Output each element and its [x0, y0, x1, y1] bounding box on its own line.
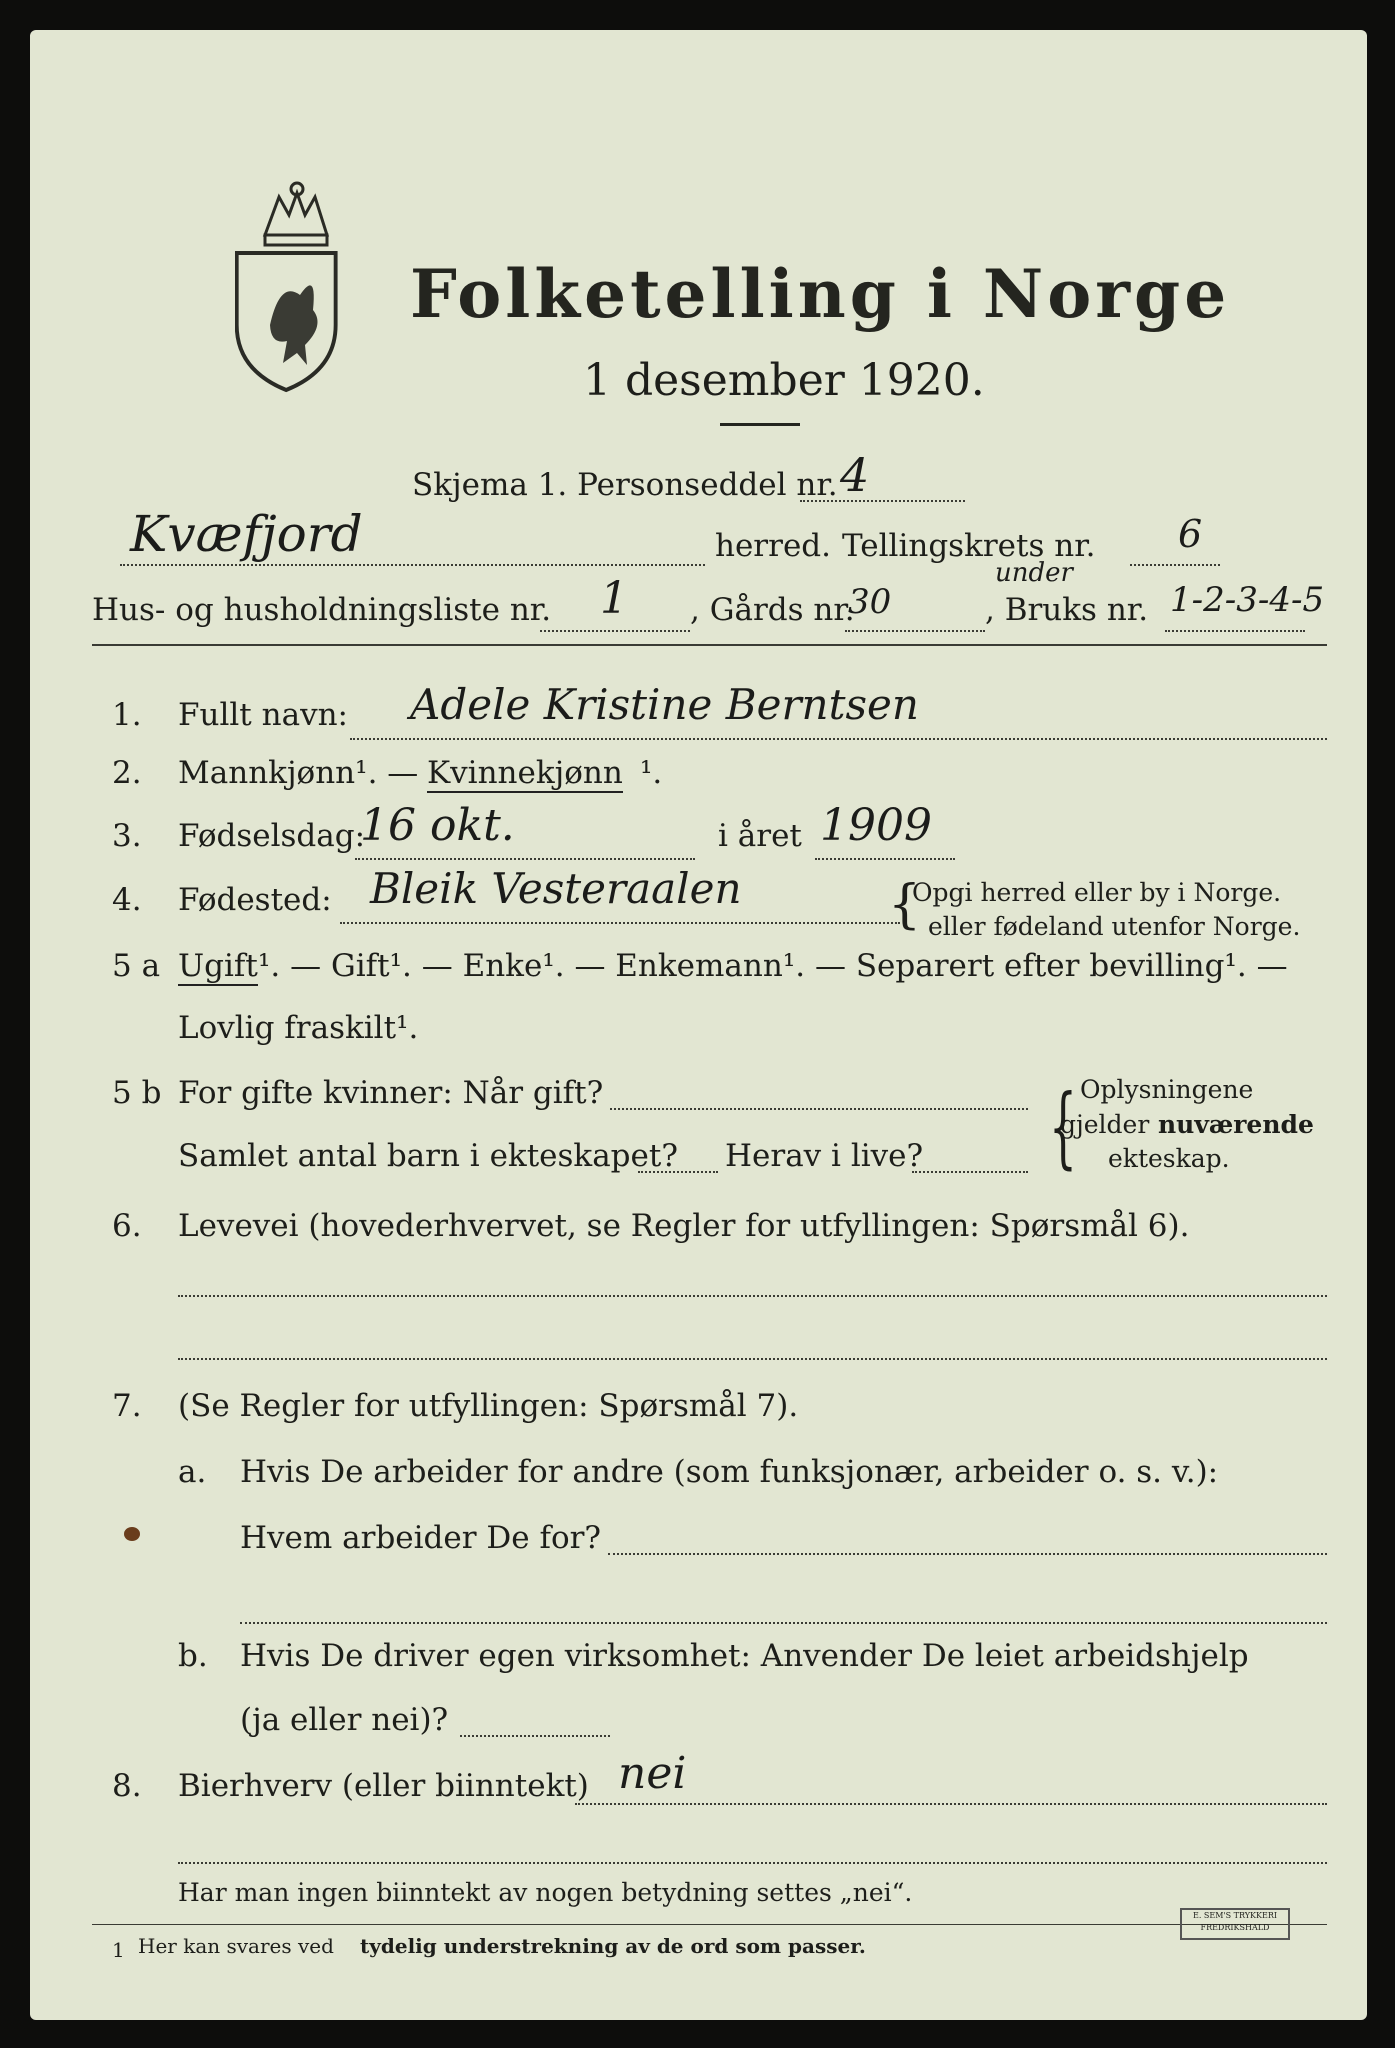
alive-line	[912, 1171, 1028, 1173]
footnote-divider	[92, 1924, 1327, 1925]
bruks-value[interactable]: 1-2-3-4-5	[1170, 580, 1325, 620]
coat-of-arms-icon	[235, 175, 340, 395]
q7a-letter: a.	[178, 1454, 207, 1490]
q5b-brace: {	[1049, 1075, 1077, 1178]
q5b-note-3: ekteskap.	[1108, 1144, 1230, 1173]
employer-line-2	[240, 1622, 1327, 1624]
gards-value[interactable]: 30	[848, 582, 892, 622]
tellingskrets-line	[1130, 564, 1220, 566]
q7b-label-1: Hvis De driver egen virksomhet: Anvender De leiet arbeidshjelp	[240, 1638, 1249, 1674]
q4-note-1: Opgi herred eller by i Norge.	[912, 878, 1282, 907]
bruks-line	[1165, 630, 1305, 632]
q5a-ugift[interactable]: Ugift	[178, 948, 258, 984]
q5b-note-2a: gjelder	[1060, 1110, 1150, 1139]
personseddel-value[interactable]: 4	[840, 448, 870, 502]
census-form-page	[30, 30, 1367, 2020]
q4-brace: {	[888, 875, 922, 935]
q2-footnote-mark: ¹.	[640, 755, 663, 791]
q5b-note-2b: nuværende	[1158, 1110, 1314, 1139]
bruks-label: , Bruks nr.	[985, 592, 1149, 628]
q4-note-2: eller fødeland utenfor Norge.	[928, 912, 1301, 941]
side-income-line-1	[575, 1803, 1327, 1805]
q1-number: 1.	[112, 697, 142, 733]
q3-label: Fødselsdag:	[178, 818, 366, 854]
q8-note: Har man ingen biinntekt av nogen betydning settes „nei“.	[178, 1878, 913, 1907]
footnote-text-a: Her kan svares ved	[138, 1934, 334, 1958]
q2-number: 2.	[112, 755, 142, 791]
hus-label: Hus- og husholdningsliste nr.	[92, 592, 552, 628]
q7a-label-1: Hvis De arbeider for andre (som funksjonær, arbeider o. s. v.):	[240, 1454, 1219, 1490]
q3-number: 3.	[112, 818, 142, 854]
q7b-letter: b.	[178, 1638, 208, 1674]
q7-label: (Se Regler for utfyllingen: Spørsmål 7).	[178, 1388, 799, 1424]
q3-year-label: i året	[718, 818, 802, 854]
full-name-line	[350, 738, 1327, 740]
q4-number: 4.	[112, 882, 142, 918]
tellingskrets-label: Tellingskrets nr.	[842, 528, 1096, 564]
side-income-value[interactable]: nei	[618, 1748, 687, 1799]
herred-line	[120, 564, 705, 566]
herred-value[interactable]: Kvæfjord	[130, 505, 363, 563]
ink-blot	[124, 1527, 140, 1541]
gards-line	[845, 630, 985, 632]
q6-label: Levevei (hovederhvervet, se Regler for utfyllingen: Spørsmål 6).	[178, 1208, 1190, 1244]
children-line	[638, 1171, 718, 1173]
form-date: 1 desember 1920.	[583, 355, 985, 406]
form-title: Folketelling i Norge	[410, 255, 1231, 333]
q2-kvinne[interactable]: Kvinnekjønn	[427, 755, 623, 791]
q5b-note-1: Oplysningene	[1080, 1075, 1254, 1104]
header-divider	[92, 644, 1327, 646]
q5b-alive-label: Herav i live?	[725, 1138, 924, 1174]
q7a-label-2: Hvem arbeider De for?	[240, 1520, 602, 1556]
hus-value[interactable]: 1	[600, 573, 628, 624]
birthday-line	[355, 858, 695, 860]
footnote-mark: 1	[112, 1938, 125, 1962]
herred-label: herred.	[715, 528, 831, 564]
footnote-text-b: tydelig understrekning av de ord som passer.	[360, 1934, 866, 1958]
under-note: under	[995, 558, 1073, 588]
gards-label: , Gårds nr.	[690, 592, 855, 628]
printer-stamp: E. SEM'S TRYKKERI FREDRIKSHALD	[1180, 1908, 1290, 1940]
title-divider	[720, 423, 800, 426]
employer-line-1	[608, 1553, 1327, 1555]
q5a-fraskilt[interactable]: Lovlig fraskilt¹.	[178, 1010, 419, 1046]
birthplace-line	[340, 922, 900, 924]
q7-number: 7.	[112, 1388, 142, 1424]
q5b-number: 5 b	[112, 1075, 162, 1111]
birthday-value[interactable]: 16 okt.	[360, 800, 515, 851]
q2-mann[interactable]: Mannkjønn¹. —	[178, 755, 419, 791]
q8-label: Bierhverv (eller biinntekt)	[178, 1768, 589, 1804]
q7b-label-2: (ja eller nei)?	[240, 1702, 449, 1738]
q1-label: Fullt navn:	[178, 697, 348, 733]
occupation-line-1	[178, 1295, 1327, 1297]
q6-number: 6.	[112, 1208, 142, 1244]
q5a-options[interactable]: ¹. — Gift¹. — Enke¹. — Enkemann¹. — Separert efter bevilling¹. —	[258, 948, 1288, 984]
hired-help-line	[460, 1735, 610, 1737]
personseddel-line	[800, 500, 965, 502]
occupation-line-2	[178, 1358, 1327, 1360]
hus-line	[540, 630, 690, 632]
q5a-number: 5 a	[112, 948, 161, 984]
married-date-line	[610, 1108, 1028, 1110]
q5b-married-label: For gifte kvinner: Når gift?	[178, 1075, 604, 1111]
birth-year-value[interactable]: 1909	[820, 800, 932, 851]
q5b-children-label: Samlet antal barn i ekteskapet?	[178, 1138, 678, 1174]
birth-year-line	[815, 858, 955, 860]
skjema-label: Skjema 1. Personseddel nr.	[412, 467, 838, 503]
side-income-line-2	[178, 1862, 1327, 1864]
tellingskrets-value[interactable]: 6	[1178, 512, 1203, 556]
q8-number: 8.	[112, 1768, 142, 1804]
q4-label: Fødested:	[178, 882, 332, 918]
birthplace-value[interactable]: Bleik Vesteraalen	[370, 864, 742, 913]
full-name-value[interactable]: Adele Kristine Berntsen	[410, 680, 919, 729]
